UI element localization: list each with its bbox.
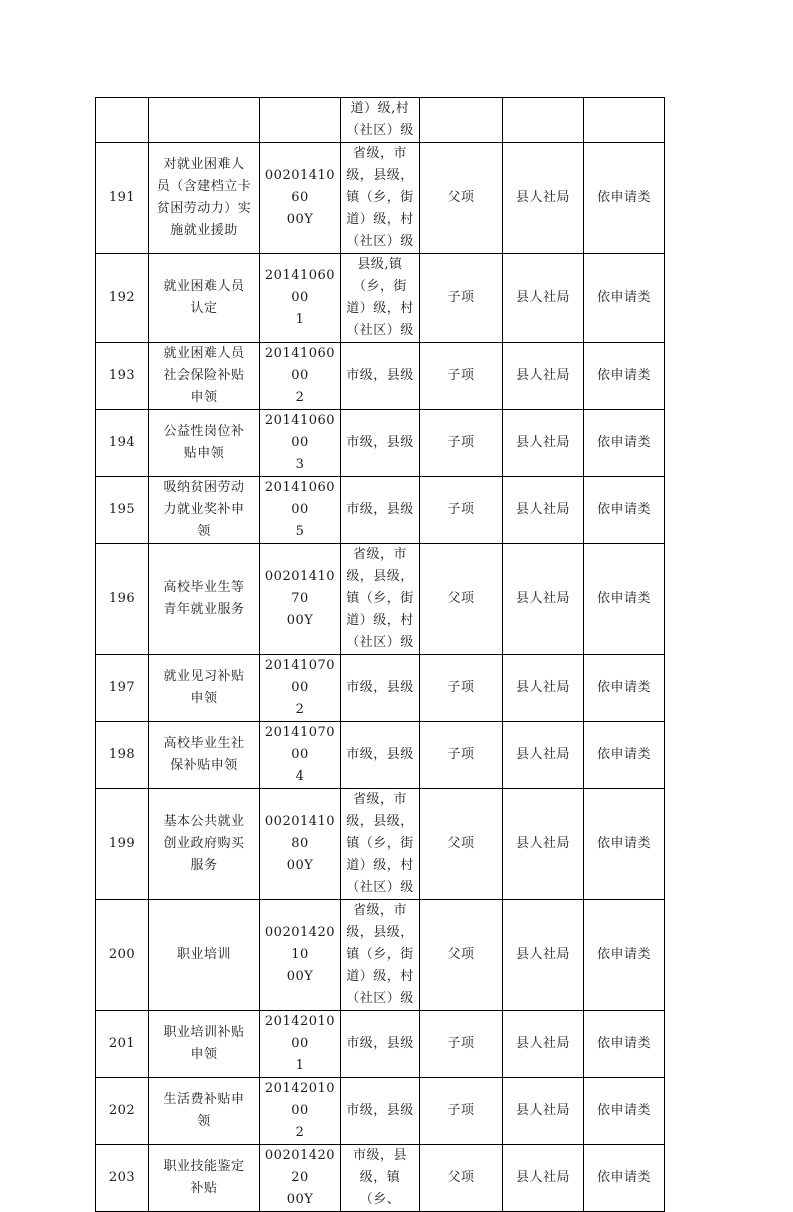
table-row [96, 410, 665, 477]
row-number: 193 [96, 343, 149, 410]
row-number: 203 [96, 1145, 149, 1212]
item-dept: 县人社局 [503, 1011, 584, 1078]
item-category: 依申请类 [584, 789, 665, 900]
item-type [420, 98, 503, 143]
item-dept: 县人社局 [503, 477, 584, 544]
item-type: 子项 [420, 254, 503, 343]
item-dept: 县人社局 [503, 722, 584, 789]
item-name: 对就业困难人 员（含建档立卡 贫困劳动力）实 施就业援助 [149, 143, 260, 254]
row-number: 197 [96, 655, 149, 722]
item-level: 道）级,村 （社区）级 [341, 98, 420, 143]
item-code: 0020141080 00Y [260, 789, 341, 900]
table-row [96, 722, 665, 789]
item-level: 市级，县 级，镇（乡、 [341, 1145, 420, 1212]
item-category: 依申请类 [584, 1145, 665, 1212]
item-name: 高校毕业生等 青年就业服务 [149, 544, 260, 655]
item-category: 依申请类 [584, 477, 665, 544]
row-number: 196 [96, 544, 149, 655]
item-type: 子项 [420, 1078, 503, 1145]
table-row [96, 1078, 665, 1145]
item-dept: 县人社局 [503, 655, 584, 722]
table-row [96, 477, 665, 544]
item-level: 省级，市 级，县级， 镇（乡，街 道）级，村 （社区）级 [341, 900, 420, 1011]
table-row [96, 143, 665, 254]
item-dept: 县人社局 [503, 410, 584, 477]
row-number: 199 [96, 789, 149, 900]
item-dept [503, 98, 584, 143]
item-type: 子项 [420, 410, 503, 477]
item-level: 市级，县级 [341, 722, 420, 789]
item-type: 父项 [420, 143, 503, 254]
row-number: 202 [96, 1078, 149, 1145]
item-category: 依申请类 [584, 722, 665, 789]
item-category: 依申请类 [584, 343, 665, 410]
item-code: 0020142020 00Y [260, 1145, 341, 1212]
item-name: 就业困难人员 认定 [149, 254, 260, 343]
table-row [96, 343, 665, 410]
item-type: 父项 [420, 544, 503, 655]
item-dept: 县人社局 [503, 544, 584, 655]
item-code: 2014106000 2 [260, 343, 341, 410]
table-row [96, 98, 665, 143]
row-number [96, 98, 149, 143]
table-row [96, 1145, 665, 1212]
item-category: 依申请类 [584, 1078, 665, 1145]
item-name [149, 98, 260, 143]
item-type: 子项 [420, 477, 503, 544]
item-code: 2014201000 1 [260, 1011, 341, 1078]
table-row [96, 254, 665, 343]
table-row [96, 900, 665, 1011]
item-name: 生活费补贴申 领 [149, 1078, 260, 1145]
item-code: 0020142010 00Y [260, 900, 341, 1011]
item-level: 市级，县级 [341, 343, 420, 410]
item-level: 市级，县级 [341, 410, 420, 477]
item-category: 依申请类 [584, 1011, 665, 1078]
item-name: 职业培训 [149, 900, 260, 1011]
item-level: 市级，县级 [341, 655, 420, 722]
item-dept: 县人社局 [503, 900, 584, 1011]
item-type: 子项 [420, 655, 503, 722]
item-code: 2014201000 2 [260, 1078, 341, 1145]
row-number: 198 [96, 722, 149, 789]
item-name: 职业技能鉴定 补贴 [149, 1145, 260, 1212]
service-table [95, 97, 665, 1212]
row-number: 195 [96, 477, 149, 544]
item-dept: 县人社局 [503, 1145, 584, 1212]
item-category [584, 98, 665, 143]
item-level: 省级，市 级，县级， 镇（乡，街 道）级，村 （社区）级 [341, 789, 420, 900]
item-type: 父项 [420, 1145, 503, 1212]
row-number: 201 [96, 1011, 149, 1078]
item-category: 依申请类 [584, 655, 665, 722]
item-type: 父项 [420, 900, 503, 1011]
item-level: 市级，县级 [341, 477, 420, 544]
item-name: 高校毕业生社 保补贴申领 [149, 722, 260, 789]
item-level: 县级,镇 （乡，街 道）级，村 （社区）级 [341, 254, 420, 343]
item-type: 父项 [420, 789, 503, 900]
item-type: 子项 [420, 1011, 503, 1078]
item-level: 省级，市 级，县级， 镇（乡，街 道）级，村 （社区）级 [341, 544, 420, 655]
table-row [96, 789, 665, 900]
table-row [96, 544, 665, 655]
item-level: 省级，市 级，县级， 镇（乡，街 道）级，村 （社区）级 [341, 143, 420, 254]
item-code: 0020141060 00Y [260, 143, 341, 254]
item-name: 就业见习补贴 申领 [149, 655, 260, 722]
item-dept: 县人社局 [503, 789, 584, 900]
item-category: 依申请类 [584, 900, 665, 1011]
item-name: 就业困难人员 社会保险补贴 申领 [149, 343, 260, 410]
item-code: 2014107000 4 [260, 722, 341, 789]
item-type: 子项 [420, 722, 503, 789]
row-number: 192 [96, 254, 149, 343]
item-code: 2014106000 5 [260, 477, 341, 544]
item-name: 吸纳贫困劳动 力就业奖补申 领 [149, 477, 260, 544]
item-code: 2014106000 1 [260, 254, 341, 343]
item-type: 子项 [420, 343, 503, 410]
item-code: 2014107000 2 [260, 655, 341, 722]
service-table-body [96, 98, 665, 1212]
item-dept: 县人社局 [503, 254, 584, 343]
item-category: 依申请类 [584, 143, 665, 254]
row-number: 194 [96, 410, 149, 477]
item-name: 职业培训补贴 申领 [149, 1011, 260, 1078]
item-dept: 县人社局 [503, 1078, 584, 1145]
item-level: 市级，县级 [341, 1078, 420, 1145]
item-code: 2014106000 3 [260, 410, 341, 477]
table-row [96, 1011, 665, 1078]
item-category: 依申请类 [584, 410, 665, 477]
item-name: 基本公共就业 创业政府购买 服务 [149, 789, 260, 900]
row-number: 200 [96, 900, 149, 1011]
row-number: 191 [96, 143, 149, 254]
item-category: 依申请类 [584, 544, 665, 655]
item-code: 0020141070 00Y [260, 544, 341, 655]
item-dept: 县人社局 [503, 343, 584, 410]
item-name: 公益性岗位补 贴申领 [149, 410, 260, 477]
item-category: 依申请类 [584, 254, 665, 343]
table-row [96, 655, 665, 722]
item-code [260, 98, 341, 143]
item-dept: 县人社局 [503, 143, 584, 254]
item-level: 市级，县级 [341, 1011, 420, 1078]
